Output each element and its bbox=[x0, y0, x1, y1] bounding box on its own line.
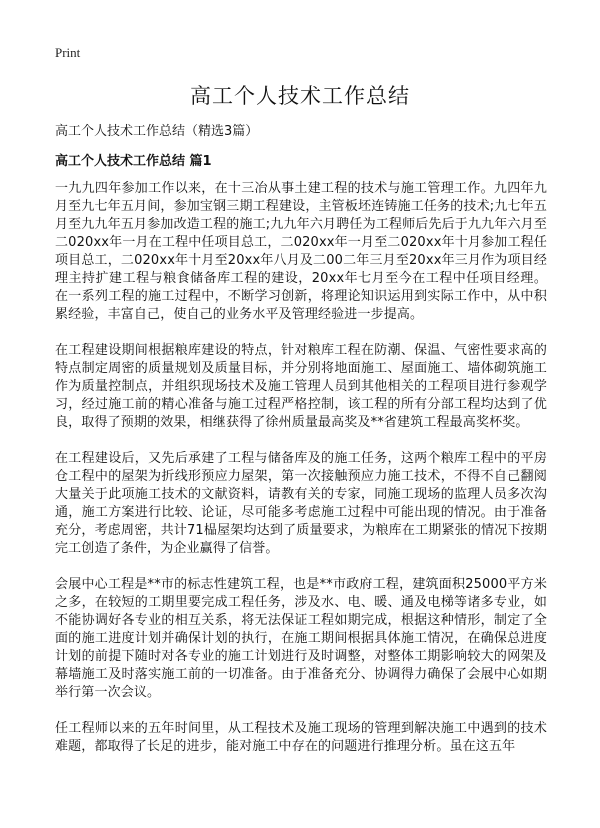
paragraph: 在工程建设期间根据粮库建设的特点，针对粮库工程在防潮、保温、气密性要求高的特点制定周密的质量规划及质量目标，并分别将地面施工、屋面施工、墙体砌筑施工作为质量控制点，并组织现场技术及施工管理人员到其他相关的工程项目进行参观学习，经过施工前的精心准备与施工过程严格控制，该工程的所有分部工程均达到了优良，取得了预期的效果，相继获得了徐州质量最高奖及**省建筑工程最高奖杯奖。 bbox=[55, 343, 547, 430]
document-subtitle: 高工个人技术工作总结（精选3篇） bbox=[55, 124, 259, 139]
document-title: 高工个人技术工作总结 bbox=[190, 84, 410, 108]
paragraph: 任工程师以来的五年时间里，从工程技术及施工现场的管理到解决施工中遇到的技术难题，都取得了长足的进步，能对施工中存在的问题进行推理分析。虽在这五年 bbox=[55, 721, 547, 754]
section-heading: 高工个人技术工作总结 篇1 bbox=[55, 154, 212, 169]
paragraph: 一九九四年参加工作以来，在十三冶从事土建工程的技术与施工管理工作。九四年九月至九七年五月间，参加宝钢三期工程建设，主管板坯连铸施工任务的技术;九七年五月至九九年五月参加改造工程的施工;九九年六月聘任为工程师后先后于九九年六月至二020xx年一月在工程中任项目总工，二020xx年一月至二020xx年十月参加工程任项目总工，二020xx年十月至20xx年八月及二00二年三月至20xx年三月作为项目经理主持扩建工程与粮食储备库工程的建设，20xx年七月至今在工程中任项目经理。在一系列工程的施工过程中，不断学习创新，将理论知识运用到实际工作中，从中积累经验，丰富自己，使自己的业务水平及管理经验进一步提高。 bbox=[55, 181, 547, 322]
print-link[interactable]: Print bbox=[55, 45, 81, 60]
paragraph: 在工程建设后，又先后承建了工程与储备库及的施工任务，这两个粮库工程中的平房仓工程中的屋架为折线形预应力屋架，第一次接触预应力施工技术，不得不自己翻阅大量关于此项施工技术的文献资料，请教有关的专家，同施工现场的监理人员多次沟通，施工方案进行比较、论证，尽可能多考虑施工过程中可能出现的情况。由于准备充分，考虑周密，共计71榀屋架均达到了质量要求，为粮库在工期紧张的情况下按期完工创造了条件，为企业赢得了信誉。 bbox=[55, 451, 547, 556]
paragraph: 会展中心工程是**市的标志性建筑工程，也是**市政府工程，建筑面积25000平方米之多，在较短的工期里要完成工程任务，涉及水、电、暖、通及电梯等诸多专业，如不能协调好各专业的相互关系，将无法保证工程如期完成，根据这种情形，制定了全面的施工进度计划并确保计划的执行，在施工期间根据具体施工情况，在确保总进度计划的前提下随时对各专业的施工计划进行及时调整，对整体工期影响较大的网架及幕墙施工及时落实施工前的一切准备。由于准备充分、协调得力确保了会展中心如期举行第一次会议。 bbox=[55, 577, 547, 700]
document-body bbox=[55, 180, 547, 774]
